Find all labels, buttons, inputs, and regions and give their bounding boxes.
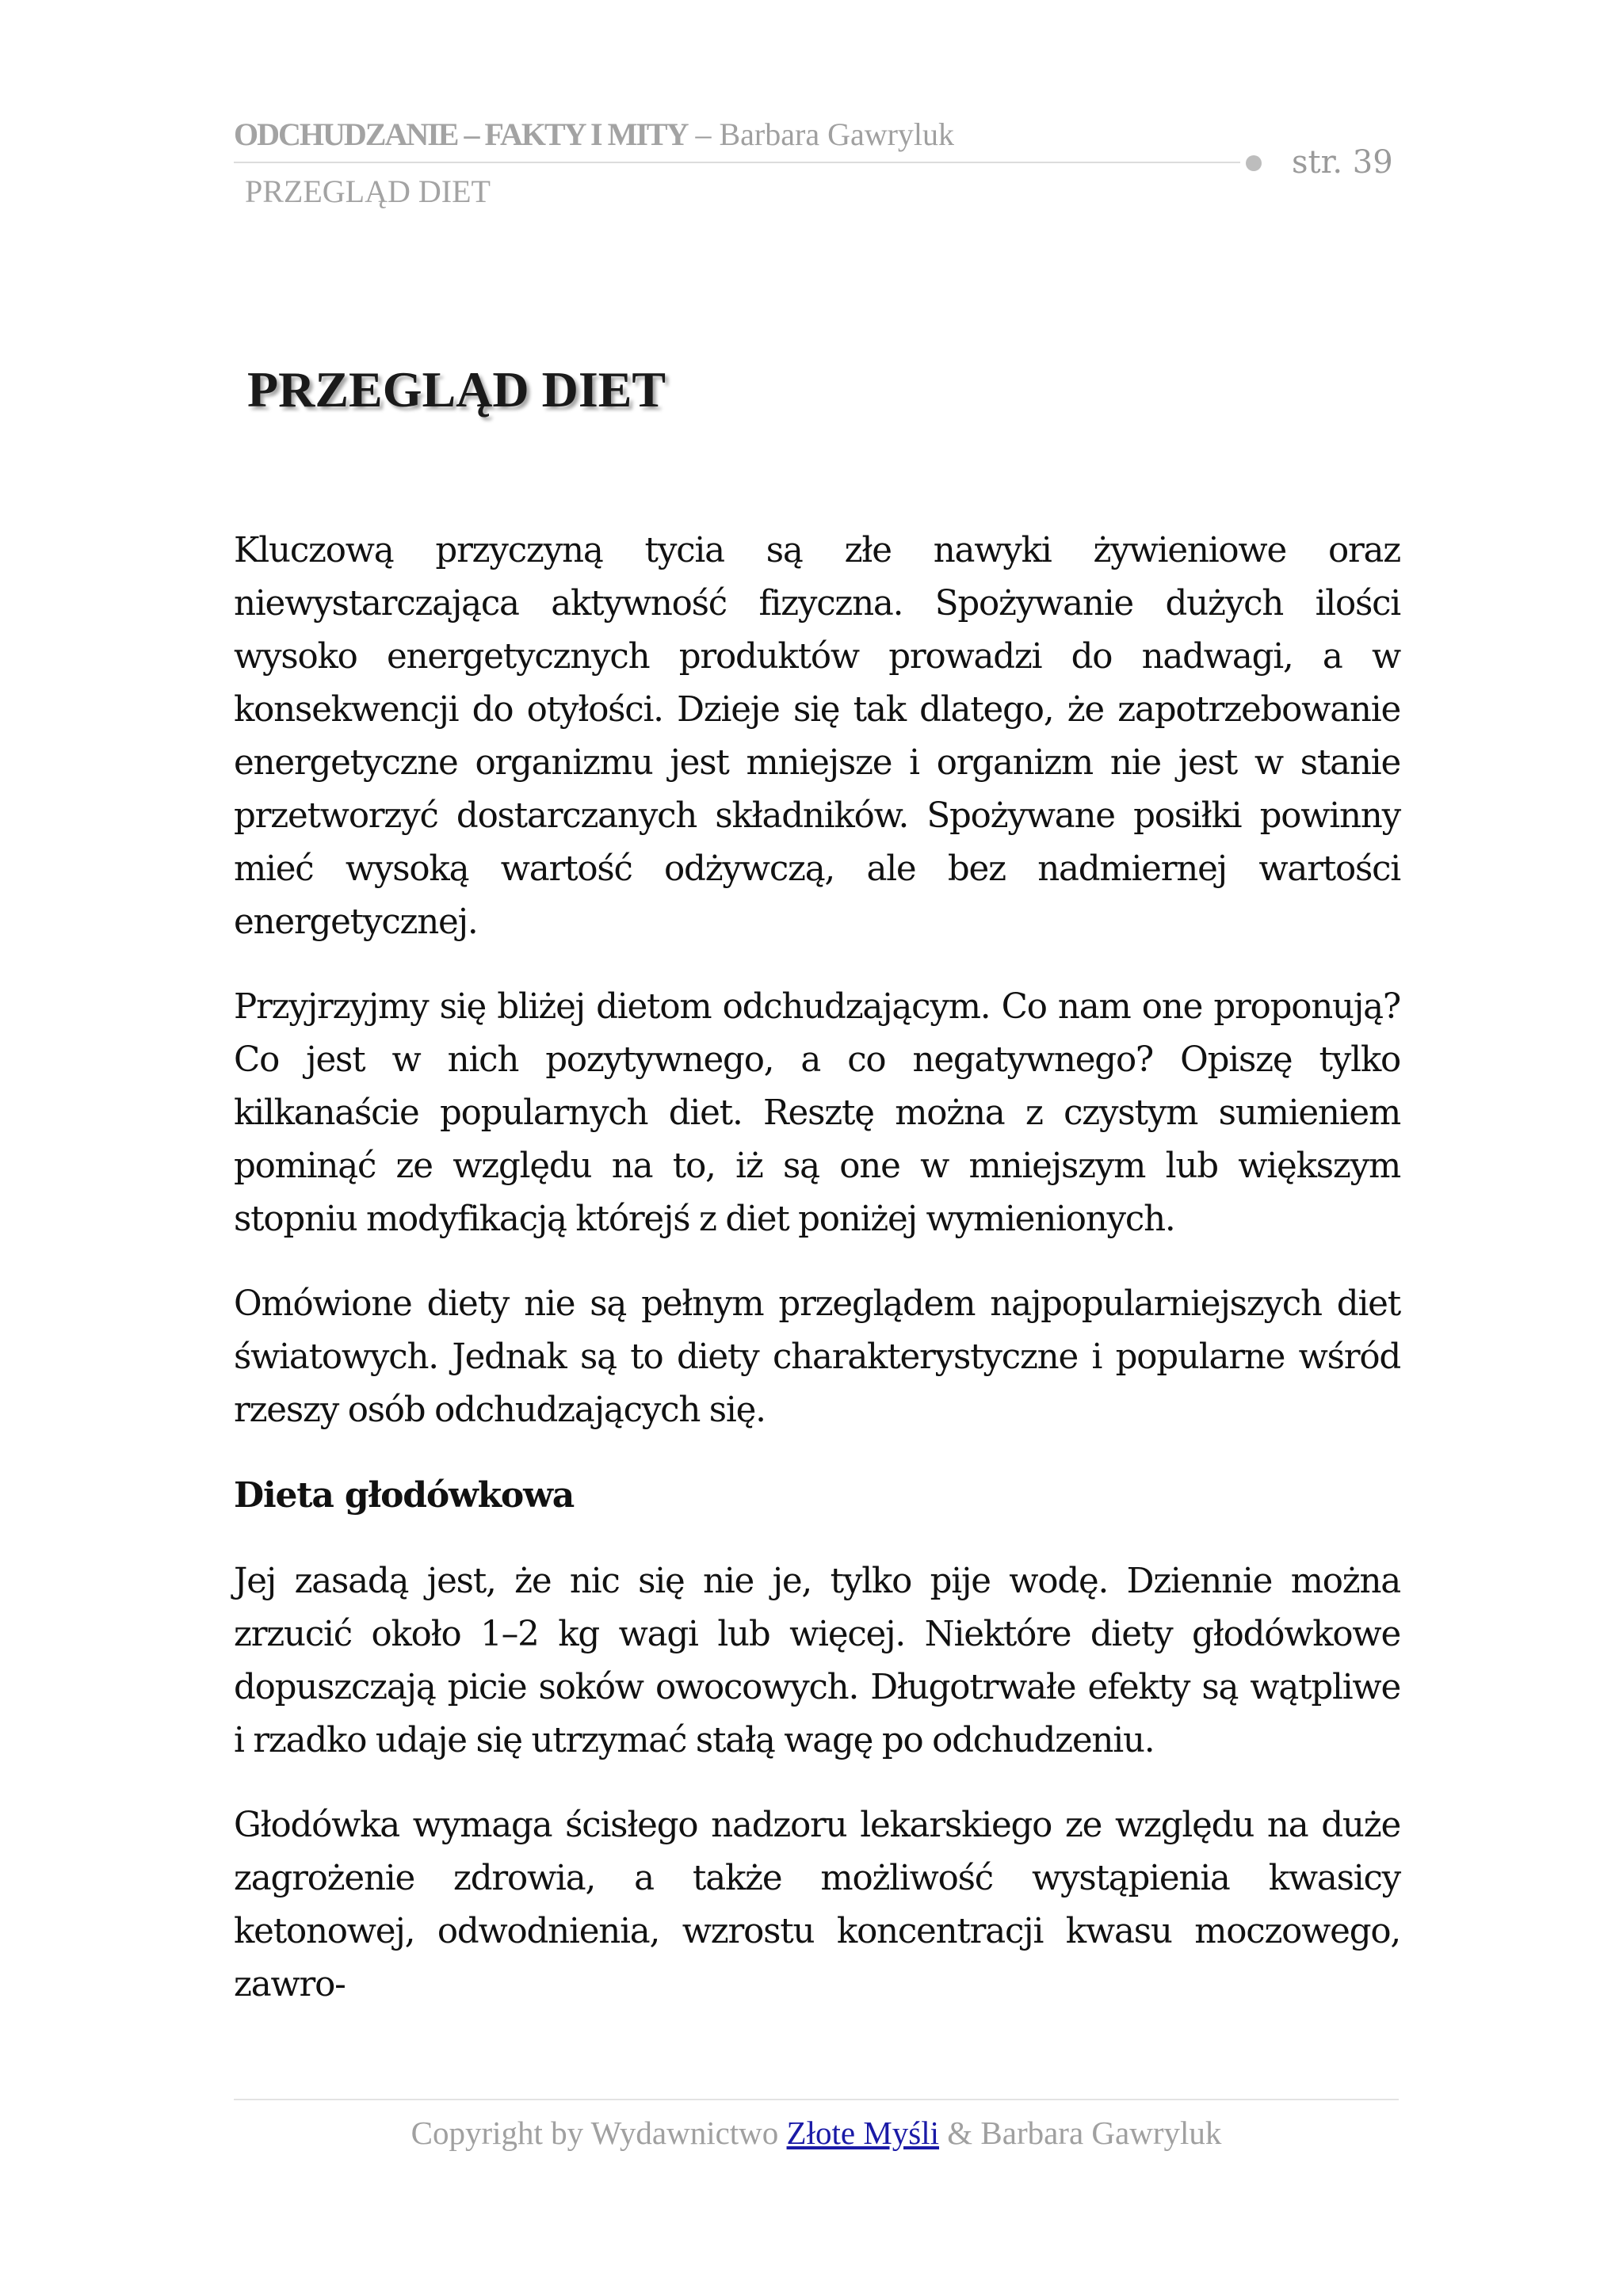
publisher-link[interactable]: Złote Myśli	[786, 2115, 940, 2151]
header-rule	[234, 162, 1240, 163]
paragraph: Głodówka wymaga ścisłego nadzoru lekarskiego ze względu na duże zagrożenie zdrowia, a także możliwość wystąpienia kwasicy ketonowej, odwodnienia, wzrostu koncentracji kwasu moczowego, zawro-	[234, 1806, 1400, 2004]
footer-rule	[234, 2099, 1399, 2100]
footer-copyright-suffix: & Barbara Gawryluk	[939, 2115, 1222, 2151]
header-separator: –	[687, 116, 720, 152]
chapter-title: PRZEGLĄD DIET	[247, 361, 666, 418]
page-number: str. 39	[1292, 144, 1393, 181]
header-author: Barbara Gawryluk	[719, 116, 955, 152]
paragraph: Jej zasadą jest, że nic się nie je, tylko pije wodę. Dziennie można zrzucić około 1–2 kg wagi lub więcej. Niektóre diety głodówkowe dopuszczają picie soków owocowych. Długotrwałe efekty są wątpliwe i rzadko udaje się utrzymać stałą wagę po odchudzeniu.	[234, 1562, 1400, 1760]
body-text	[234, 524, 1400, 2012]
section-heading: Dieta głodówkowa	[234, 1475, 575, 1516]
footer-copyright-prefix: Copyright by Wydawnictwo	[411, 2115, 787, 2151]
header-section-title: PRZEGLĄD DIET	[245, 174, 491, 209]
page-header	[234, 113, 1399, 215]
paragraph: Kluczową przyczyną tycia są złe nawyki żywieniowe oraz niewystarczająca aktywność fizyczna. Spożywanie dużych ilości wysoko energetycznych produktów prowadzi do nadwagi, a w konsekwencji do otyłości. Dzieje się tak dlatego, że zapotrzebowanie energetyczne organizmu jest mniejsze i organizm nie jest w stanie przetworzyć dostarczanych składników. Spożywane posiłki powinny mieć wysoką wartość odżywczą, ale bez nadmiernej wartości energetycznej.	[234, 531, 1400, 942]
book-title: ODCHUDZANIE – FAKTY I MITY	[234, 116, 688, 152]
paragraph: Omówione diety nie są pełnym przeglądem najpopularniejszych diet światowych. Jednak są to diety charakterystyczne i popularne wśród rzeszy osób odchudzających się.	[234, 1284, 1400, 1430]
paragraph: Przyjrzyjmy się bliżej dietom odchudzającym. Co nam one proponują? Co jest w nich pozytywnego, a co negatywnego? Opiszę tylko kilkanaście popularnych diet. Resztę można z czystym sumieniem pominąć ze względu na to, iż są one w mniejszym lub większym stopniu modyfikacją którejś z diet poniżej wymienionych.	[234, 987, 1400, 1239]
page-footer	[234, 2114, 1399, 2152]
bullet-icon	[1246, 155, 1262, 171]
running-header	[234, 116, 954, 153]
